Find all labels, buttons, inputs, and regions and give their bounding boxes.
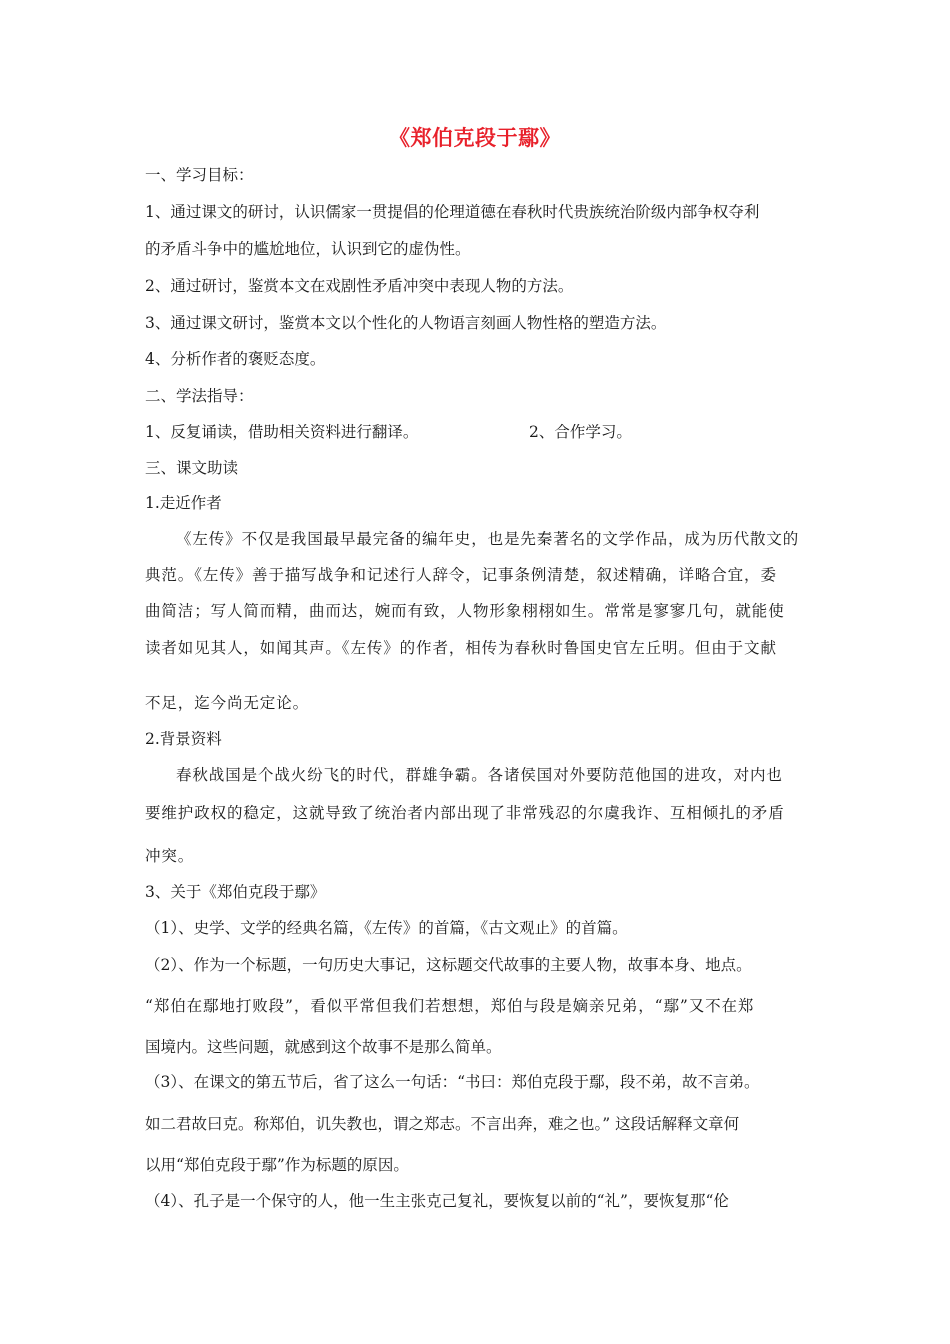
goal-3: 3、通过课文研讨，鉴赏本文以个性化的人物语言刻画人物性格的塑造方法。 xyxy=(145,314,667,332)
method-1: 1、反复诵读，借助相关资料进行翻译。 xyxy=(145,423,419,441)
author-heading: 1.走近作者 xyxy=(145,494,222,512)
author-paragraph-line-2: 典范。《左传》善于描写战争和记述行人辞令，记事条例清楚，叙述精确，详略合宜，委 xyxy=(145,566,777,584)
method-row xyxy=(145,422,805,442)
goal-1-line-1: 1、通过课文的研讨，认识儒家一贯提倡的伦理道德在春秋时代贵族统治阶级内部争权夺利 xyxy=(145,203,760,221)
background-paragraph-line-1: 春秋战国是个战火纷飞的时代，群雄争霸。各诸侯国对外要防范他国的进攻，对内也 xyxy=(176,766,783,784)
document-title: 《郑伯克段于鄢》 xyxy=(389,125,561,150)
background-heading: 2.背景资料 xyxy=(145,730,222,748)
about-item-1: （1）、史学、文学的经典名篇，《左传》的首篇，《古文观止》的首篇。 xyxy=(145,919,628,937)
author-paragraph-line-3: 曲简洁；写人简而精，曲而达，婉而有致，人物形象栩栩如生。常常是寥寥几句，就能使 xyxy=(145,602,785,620)
author-paragraph-line-4: 读者如见其人，如闻其声。《左传》的作者，相传为春秋时鲁国史官左丘明。但由于文献 xyxy=(145,639,777,657)
goals-heading: 一、学习目标： xyxy=(145,166,254,184)
author-paragraph-line-1: 《左传》不仅是我国最早最完备的编年史，也是先秦著名的文学作品，成为历代散文的 xyxy=(176,530,800,548)
goal-2: 2、通过研讨，鉴赏本文在戏剧性矛盾冲突中表现人物的方法。 xyxy=(145,277,574,295)
about-item-3-line-3: 以用“郑伯克段于鄢”作为标题的原因。 xyxy=(145,1156,409,1174)
about-item-2-line-1: （2）、作为一个标题，一句历史大事记，这标题交代故事的主要人物，故事本身、地点。 xyxy=(145,956,752,974)
about-item-3-line-2: 如二君故曰克。称郑伯，讥失教也，谓之郑志。不言出奔，难之也。” 这段话解释文章何 xyxy=(145,1115,740,1133)
about-item-2-line-2: “郑伯在鄢地打败段”，看似平常但我们若想想，郑伯与段是嫡亲兄弟，“鄢”又不在郑 xyxy=(145,997,755,1015)
background-paragraph-line-2: 要维护政权的稳定，这就导致了统治者内部出现了非常残忍的尔虞我诈、互相倾扎的矛盾 xyxy=(145,804,785,822)
about-heading: 3、关于《郑伯克段于鄢》 xyxy=(145,883,326,901)
goal-4: 4、分析作者的褒贬态度。 xyxy=(145,350,326,368)
method-heading: 二、学法指导： xyxy=(145,387,254,405)
goal-1-line-2: 的矛盾斗争中的尴尬地位，认识到它的虚伪性。 xyxy=(145,240,471,258)
author-paragraph-line-5: 不足，迄今尚无定论。 xyxy=(145,694,310,712)
about-item-2-line-3: 国境内。这些问题，就感到这个故事不是那么简单。 xyxy=(145,1038,502,1056)
method-2: 2、合作学习。 xyxy=(529,423,632,441)
background-paragraph-line-3: 冲突。 xyxy=(145,847,195,865)
reading-heading: 三、课文助读 xyxy=(145,459,239,477)
about-item-4-line-1: （4）、孔子是一个保守的人，他一生主张克己复礼，要恢复以前的“礼”，要恢复那“伦 xyxy=(145,1192,729,1210)
about-item-3-line-1: （3）、在课文的第五节后，省了这么一句话：“书曰：郑伯克段于鄢，段不弟，故不言弟。 xyxy=(145,1073,760,1091)
